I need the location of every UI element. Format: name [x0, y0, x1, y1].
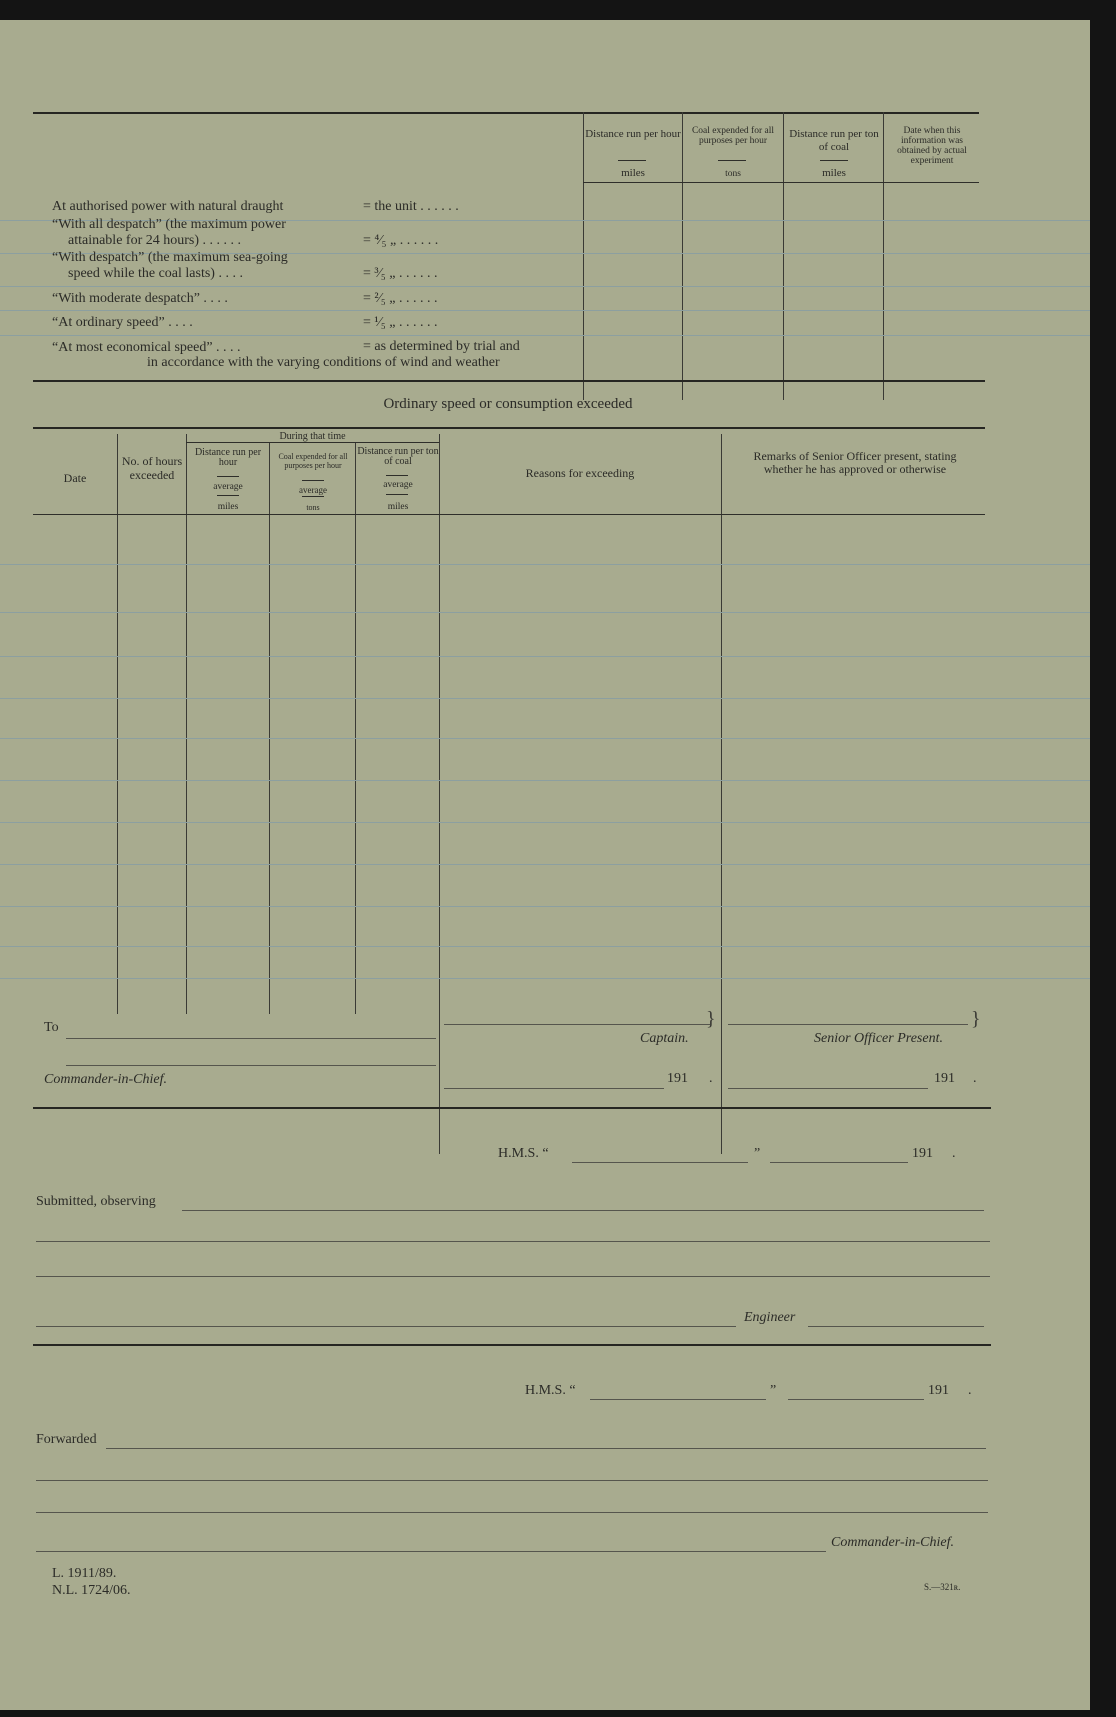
forward-line-3[interactable]	[36, 1512, 988, 1513]
ratio-4-5: = ⁴⁄₅ „ . . . . . .	[363, 233, 439, 248]
hms-label-2: H.M.S. “	[525, 1383, 576, 1398]
header-coal: Coal expended for all purposes per hour	[691, 126, 775, 146]
row-economical: “At most economical speed” . . . .	[52, 340, 241, 355]
unit-tons: tons	[725, 169, 741, 179]
submitted-label: Submitted, observing	[36, 1194, 156, 1209]
ratio-1-5: = ¹⁄₅ „ . . . . . .	[363, 315, 438, 330]
ratio-unit: = the unit . . . . . .	[363, 199, 459, 214]
col-reasons: Reasons for exceeding	[525, 466, 635, 480]
row-despatch: “With despatch” (the maximum sea-going	[52, 250, 288, 265]
unit-miles-2: miles	[822, 167, 846, 179]
ship-name-line-2[interactable]	[590, 1399, 766, 1400]
col-perton: Distance run per ton of coal	[357, 446, 439, 467]
forward-line-2[interactable]	[36, 1480, 988, 1481]
hms-label-1: H.M.S. “	[498, 1146, 549, 1161]
forward-commander-label: Commander-in-Chief.	[831, 1535, 954, 1550]
col-coal: Coal expended for all purposes per hour	[278, 452, 348, 470]
top-rule	[33, 112, 979, 114]
section-title: Ordinary speed or consumption exceeded	[383, 396, 633, 412]
observation-line-2[interactable]	[36, 1241, 990, 1242]
row-ordinary: “At ordinary speed” . . . .	[52, 315, 193, 330]
during-that-time: During that time	[279, 431, 346, 442]
col-hours: No. of hours exceeded	[121, 454, 183, 482]
year-4: 191	[928, 1383, 949, 1398]
engineer-label: Engineer	[744, 1310, 796, 1325]
row-all-despatch: “With all despatch” (the maximum power	[52, 217, 286, 232]
ratio-2-5: = ²⁄₅ „ . . . . . .	[363, 291, 438, 306]
row-all-despatch-2: attainable for 24 hours) . . . . . .	[68, 233, 242, 248]
unit-miles: miles	[621, 167, 645, 179]
date-line-3[interactable]	[770, 1162, 908, 1163]
ratio-trial: = as determined by trial and	[363, 339, 520, 354]
ref-1: L. 1911/89.	[52, 1566, 117, 1581]
header-date: Date when this information was obtained by actual experiment	[897, 126, 967, 166]
year-1: 191	[667, 1071, 688, 1086]
date-line-2[interactable]	[728, 1088, 928, 1089]
row-economical-2: in accordance with the varying conditions of wind and weather	[147, 355, 500, 370]
observation-line-1[interactable]	[182, 1210, 984, 1211]
commander-line[interactable]	[36, 1551, 826, 1552]
captain-label: Captain.	[640, 1031, 689, 1046]
to-line[interactable]	[66, 1038, 436, 1039]
engineer-line[interactable]	[36, 1326, 736, 1327]
senior-label: Senior Officer Present.	[814, 1031, 943, 1046]
header-perton: Distance run per ton of coal	[789, 128, 879, 153]
ship-name-line-1[interactable]	[572, 1162, 748, 1163]
row-moderate: “With moderate despatch” . . . .	[52, 291, 228, 306]
header-distance: Distance run per hour	[585, 128, 681, 140]
to-label: To	[44, 1020, 59, 1035]
ref-2: N.L. 1724/06.	[52, 1583, 131, 1598]
date-line-1[interactable]	[444, 1088, 664, 1089]
form-page: Distance run per hour Coal expended for all purposes per hour Distance run per ton of coal Date when this information was obtained by actual experiment miles tons miles At authorised power with natural draught = the unit . . . . . . “With all despatch” (the maximum power attainable for 24 hours) . . . . . . = ⁴⁄₅ „ . . . . . . “With despatch” (the maximum sea-going speed while the coal lasts) . . . . = ³⁄₅ „ . . . . . . “With moderate despatch” . . . . = ²⁄₅ „ . . . . . . “At ordinary speed” . . . . = ¹⁄₅ „ . . . . . . “At most economical speed” . . . . = as determined by trial and in accordance with the varying conditions of wind and weather Ordinary speed or consumption exceeded During that time Date No. of hours exceeded Distance run per hour average miles Coal expended for all purposes per hour average tons Distance run per ton of coal average miles Reasons for exceeding Remarks of Senior Officer present, stating whether he has approved or otherwise To Commander-in-Chief. Captain. } 191 . Senior Officer Present. } 191 . H.M.S. “ ” 191 . Submitted, observing Engineer H.M.S. “ ” 191 . Forwarded Commander-in-Chief. L. 1911/89. N.L. 1724/06. S.—321ʀ.	[0, 20, 1090, 1710]
forwarded-label: Forwarded	[36, 1432, 97, 1447]
observation-line-3[interactable]	[36, 1276, 990, 1277]
captain-line[interactable]	[444, 1024, 710, 1025]
row-natural-draught: At authorised power with natural draught	[52, 199, 284, 214]
commander-label: Commander-in-Chief.	[44, 1072, 167, 1087]
forward-line-1[interactable]	[106, 1448, 986, 1449]
year-3: 191	[912, 1146, 933, 1161]
col-dist: Distance run per hour	[194, 447, 262, 468]
senior-line[interactable]	[728, 1024, 968, 1025]
row-despatch-2: speed while the coal lasts) . . . .	[68, 266, 243, 281]
col-remarks: Remarks of Senior Officer present, stating whether he has approved or otherwise	[753, 449, 957, 476]
date-line-4[interactable]	[788, 1399, 924, 1400]
year-2: 191	[934, 1071, 955, 1086]
col-date: Date	[63, 471, 87, 485]
ratio-3-5: = ³⁄₅ „ . . . . . .	[363, 266, 438, 281]
form-number: S.—321ʀ.	[924, 1582, 961, 1592]
